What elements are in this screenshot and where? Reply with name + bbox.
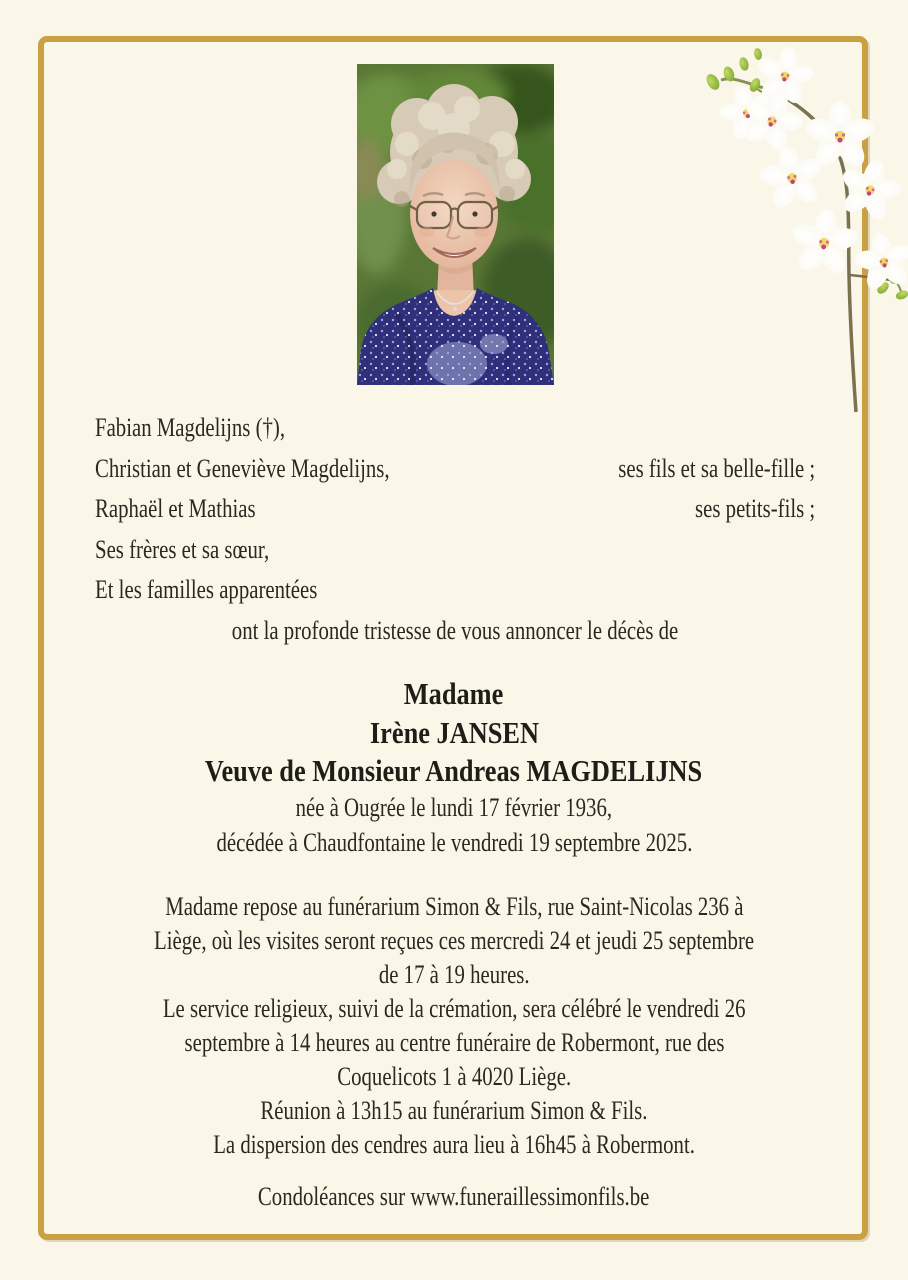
orchid-illustration (676, 40, 908, 432)
repose-line: Madame repose au funérarium Simon & Fils, rue Saint-Nicolas 236 à (164, 892, 744, 921)
condolences-line (55, 1180, 853, 1214)
deceased-death-line: décédée à Chaudfontaine le vendredi 19 septembre 2025. (216, 827, 692, 857)
family-names: Christian et Geneviève Magdelijns, (95, 453, 390, 483)
family-line (95, 449, 815, 490)
deceased-name: Irène JANSEN (369, 715, 539, 750)
deceased-widow-line: Veuve de Monsieur Andreas MAGDELIJNS (205, 753, 703, 788)
family-line (95, 570, 815, 611)
family-names: Ses frères et sa sœur, (95, 534, 270, 564)
family-line (95, 408, 815, 449)
ceremony-line: septembre à 14 heures au centre funéraire de Robermont, rue des (183, 1028, 724, 1057)
services-section (55, 890, 853, 1162)
family-relation: ses fils et sa belle-fille ; (618, 453, 815, 483)
family-relation: ses petits-fils ; (694, 494, 815, 523)
family-names: Et les familles apparentées (95, 575, 318, 604)
family-line (95, 489, 815, 530)
announcement-line (95, 611, 815, 652)
orchid-branch-decoration (676, 40, 908, 432)
condolences-section (55, 1180, 853, 1214)
ceremony-line: Le service religieux, suivi de la crémation, sera célébré le vendredi 26 (162, 994, 746, 1023)
deceased-birth-line: née à Ougrée le lundi 17 février 1936, (295, 792, 613, 822)
family-line (95, 530, 815, 571)
deceased-section (55, 674, 853, 860)
deceased-title: Madame (404, 676, 504, 711)
portrait-illustration (357, 64, 554, 385)
family-names: Fabian Magdelijns (†), (95, 413, 286, 442)
portrait-photo (357, 64, 554, 385)
ceremony-line: Coquelicots 1 à 4020 Liège. (337, 1062, 571, 1091)
repose-line: Liège, où les visites seront reçues ces mercredi 24 et jeudi 25 septembre (153, 926, 755, 955)
repose-line: de 17 à 19 heures. (378, 960, 530, 989)
family-names: Raphaël et Mathias (95, 494, 256, 523)
meeting-line: Réunion à 13h15 au funérarium Simon & Fils. (260, 1096, 648, 1125)
family-section (95, 408, 815, 651)
dispersion-line: La dispersion des cendres aura lieu à 16h45 à Robermont. (213, 1130, 695, 1159)
condolences-text: Condoléances sur www.funeraillessimonfils.be (258, 1182, 650, 1211)
announcement-text: ont la profonde tristesse de vous annoncer le décès de (231, 615, 679, 645)
